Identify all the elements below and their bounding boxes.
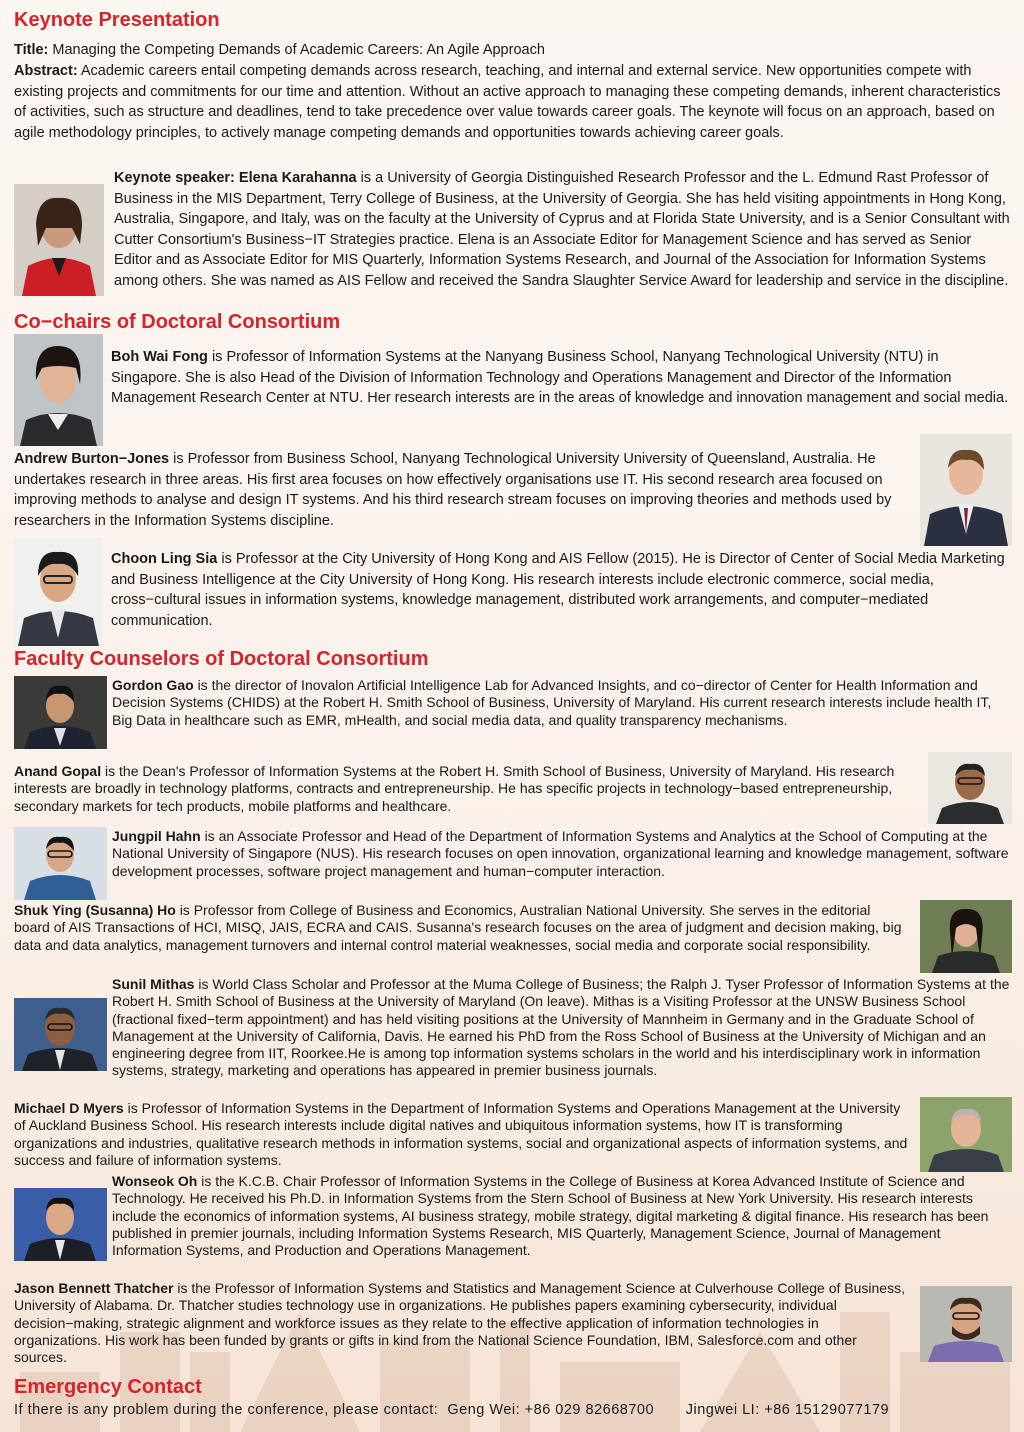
person-bio: is World Class Scholar and Professor at the Muma College of Business; the Ralph J. Tyser Professor of Information Systems at the Robert H. Smith School of Business at the University of Maryland (On leave). Mithas is a Visiting Professor at the UNSW Business School (fractional fixed−term appointment) and has held visiting positions at the University of Mannheim in Germany and in the Graduate School of Management at the University of California, Davis. He earned his PhD from the Ross School of Business at the University of Michigan and an engineering degree from IIT, Roorkee.He is among top information systems scholars in the world and his interdisciplinary work in information systems, strategy, marketing and operations has appeared in premier business journals. — [112, 976, 1010, 1079]
person-name: Choon Ling Sia — [111, 551, 218, 567]
person-bio: is the K.C.B. Chair Professor of Information Systems in the College of Business at Korea Advanced Institute of Science and Technology. He received his Ph.D. in Information Systems from the Stern School of Business at New York University. His research interests include the economics of information systems, AI business strategy, mobile strategy, digital marketing & digital finance. His research has been published in premier journals, including Information Systems Research, MIS Quarterly, Management Science, Journal of Management Information Systems, and Production and Operations Management. — [112, 1173, 989, 1259]
emergency-text: If there is any problem during the conference, please contact: Geng Wei: +86 029 82668700 — [14, 1402, 655, 1418]
cochair-2 — [14, 449, 899, 531]
faculty-8 — [14, 1280, 909, 1366]
person-bio: is the Professor of Information Systems and Statistics and Management Science at Culverhouse College of Business, University of Alabama. Dr. Thatcher studies technology use in organizations. He publishes papers examining cybersecurity, individual decision−making, strategic alignment and workforce issues as they relate to the effective application of information technologies in organizations. His work has been funded by grants or gifts in kind from the National Science Foundation, IBM, Salesforce.com and other sources. — [14, 1280, 905, 1366]
emergency-contact-line — [14, 1400, 1012, 1421]
photo-sunil-mithas — [14, 998, 107, 1071]
photo-susanna-ho — [920, 900, 1012, 973]
person-bio: is the director of Inovalon Artificial Intelligence Lab for Advanced Insights, and co−director of Center for Health Information and Decision Systems (CHIDS) at the Robert H. Smith School of Business, University of Maryland. His current research interests include health IT, Big Data in healthcare such as EMR, mHealth, and social media data, and quality transparency mechanisms. — [112, 677, 992, 728]
person-name: Boh Wai Fong — [111, 349, 208, 365]
person-name: Gordon Gao — [112, 677, 194, 693]
title-label: Title: — [14, 42, 49, 58]
person-name: Sunil Mithas — [112, 976, 195, 992]
faculty-3 — [112, 828, 1012, 880]
cochairs-heading: Co−chairs of Doctoral Consortium — [14, 311, 341, 333]
person-bio: is the Dean's Professor of Information Systems at the Robert H. Smith School of Business, University of Maryland. His research interests are broadly in technology platforms, contracts and entrepreneurship. He has specific projects in technology−based entrepreneurship, secondary markets for tech products, mobile platforms and healthcare. — [14, 763, 895, 814]
photo-choon-ling-sia — [14, 538, 103, 646]
person-bio: is Professor from Business School, Nanyang Technological University University of Queensland, Australia. He undertakes research in three areas. His first area focuses on how effectively organisations use IT. His second research area focused on improving methods to analyse and design IT systems. And his third research stream focuses on improving theories and methods used by researchers in the Information Systems discipline. — [14, 451, 892, 529]
person-bio: is Professor from College of Business and Economics, Australian National University. She serves in the editorial board of AIS Transactions of HCI, MISQ, JAIS, ECRA and CAIS. Susanna's research focuses on the area of judgment and decision making, big data and data analytics, management turnovers and internal control material weaknesses, social media and corporate social responsibility. — [14, 902, 902, 953]
photo-jungpil-hahn — [14, 827, 107, 900]
emergency-heading: Emergency Contact — [14, 1376, 202, 1398]
faculty-2 — [14, 763, 914, 815]
person-name: Shuk Ying (Susanna) Ho — [14, 902, 176, 918]
photo-elena-karahanna — [14, 184, 104, 296]
faculty-6 — [14, 1100, 914, 1169]
person-bio: is Professor of Information Systems in the Department of Information Systems and Operations Management at the University of Auckland Business School. His research interests include digital natives and ubiquitous information systems, how IT is transforming organizations and industries, qualitative research methods in information systems, social and organizational aspects of information systems, and success and failure of information systems. — [14, 1100, 908, 1168]
faculty-4 — [14, 902, 904, 954]
title-text: Managing the Competing Demands of Academic Careers: An Agile Approach — [52, 42, 545, 58]
person-name: Jason Bennett Thatcher — [14, 1280, 174, 1296]
faculty-1 — [112, 677, 1012, 729]
person-bio: is an Associate Professor and Head of the Department of Information Systems and Analytics at the School of Computing at the National University of Singapore (NUS). His research focuses on open innovation, organizational learning and knowledge management, software development processes, software project management and human−computer interaction. — [112, 828, 1009, 879]
cochair-1 — [111, 347, 1011, 409]
person-bio: is Professor of Information Systems at the Nanyang Business School, Nanyang Technological University (NTU) in Singapore. She is also Head of the Division of Information Technology and Operations Management and Director of the Information Management Research Center at NTU. Her research interests are in the areas of knowledge and innovation management and social media. — [111, 349, 1009, 407]
photo-andrew-burton-jones — [920, 434, 1012, 546]
keynote-speaker — [114, 168, 1012, 292]
photo-jason-bennett-thatcher — [920, 1286, 1012, 1362]
faculty-7 — [112, 1173, 1012, 1259]
faculty-5 — [112, 976, 1012, 1080]
photo-gordon-gao — [14, 676, 107, 749]
abstract-label: Abstract: — [14, 63, 78, 79]
keynote-abstract — [14, 61, 1012, 143]
person-name: Michael D Myers — [14, 1100, 124, 1116]
cochair-3 — [111, 549, 1011, 631]
photo-boh-wai-fong — [14, 334, 103, 446]
person-bio: is Professor at the City University of Hong Kong and AIS Fellow (2015). He is Director of Center of Social Media Marketing and Business Intelligence at the City University of Hong Kong. His research interests include electronic commerce, social media, cross−cultural issues in information systems, knowledge management, distributed work arrangements, and computer−mediated communication. — [111, 551, 1005, 629]
photo-michael-d-myers — [920, 1097, 1012, 1172]
person-name: Anand Gopal — [14, 763, 102, 779]
person-name: Jungpil Hahn — [112, 828, 201, 844]
person-name: Wonseok Oh — [112, 1173, 198, 1189]
photo-anand-gopal — [928, 752, 1012, 824]
speaker-bio: is a University of Georgia Distinguished Research Professor and the L. Edmund Rast Professor of Business in the MIS Department, Terry College of Business, at the University of Georgia. She has held visiting appointments in Hong Kong, Australia, Singapore, and Italy, was on the faculty at the University of Cyprus and at Florida State University, and is a Senior Consultant with Cutter Consortium's Business−IT Strategies practice. Elena is an Associate Editor for Management Science and has served as Senior Editor and as Associate Editor for MIS Quarterly, Information Systems Research, and Journal of the Association for Information Systems among others. She was named as AIS Fellow and received the Sandra Slaughter Service Award for leadership and service in the discipline. — [114, 170, 1010, 289]
abstract-text: Academic careers entail competing demands across research, teaching, and internal and external service. New opportunities compete with existing projects and commitments for our time and attention. Without an active approach to managing these competing demands, inherent characteristics of activities, such as structure and deadlines, tend to take precedence over value towards career goals. The keynote will focus on an approach, based on agile methodology principles, to actively manage competing demands and opportunities towards achieving career goals. — [14, 63, 1001, 141]
faculty-heading: Faculty Counselors of Doctoral Consortium — [14, 648, 429, 670]
photo-wonseok-oh — [14, 1188, 107, 1261]
speaker-name: Keynote speaker: Elena Karahanna — [114, 170, 357, 186]
keynote-heading: Keynote Presentation — [14, 9, 220, 31]
emergency-contact-2: Jingwei LI: +86 15129077179 — [685, 1402, 890, 1418]
person-name: Andrew Burton−Jones — [14, 451, 170, 467]
keynote-title — [14, 40, 1012, 61]
